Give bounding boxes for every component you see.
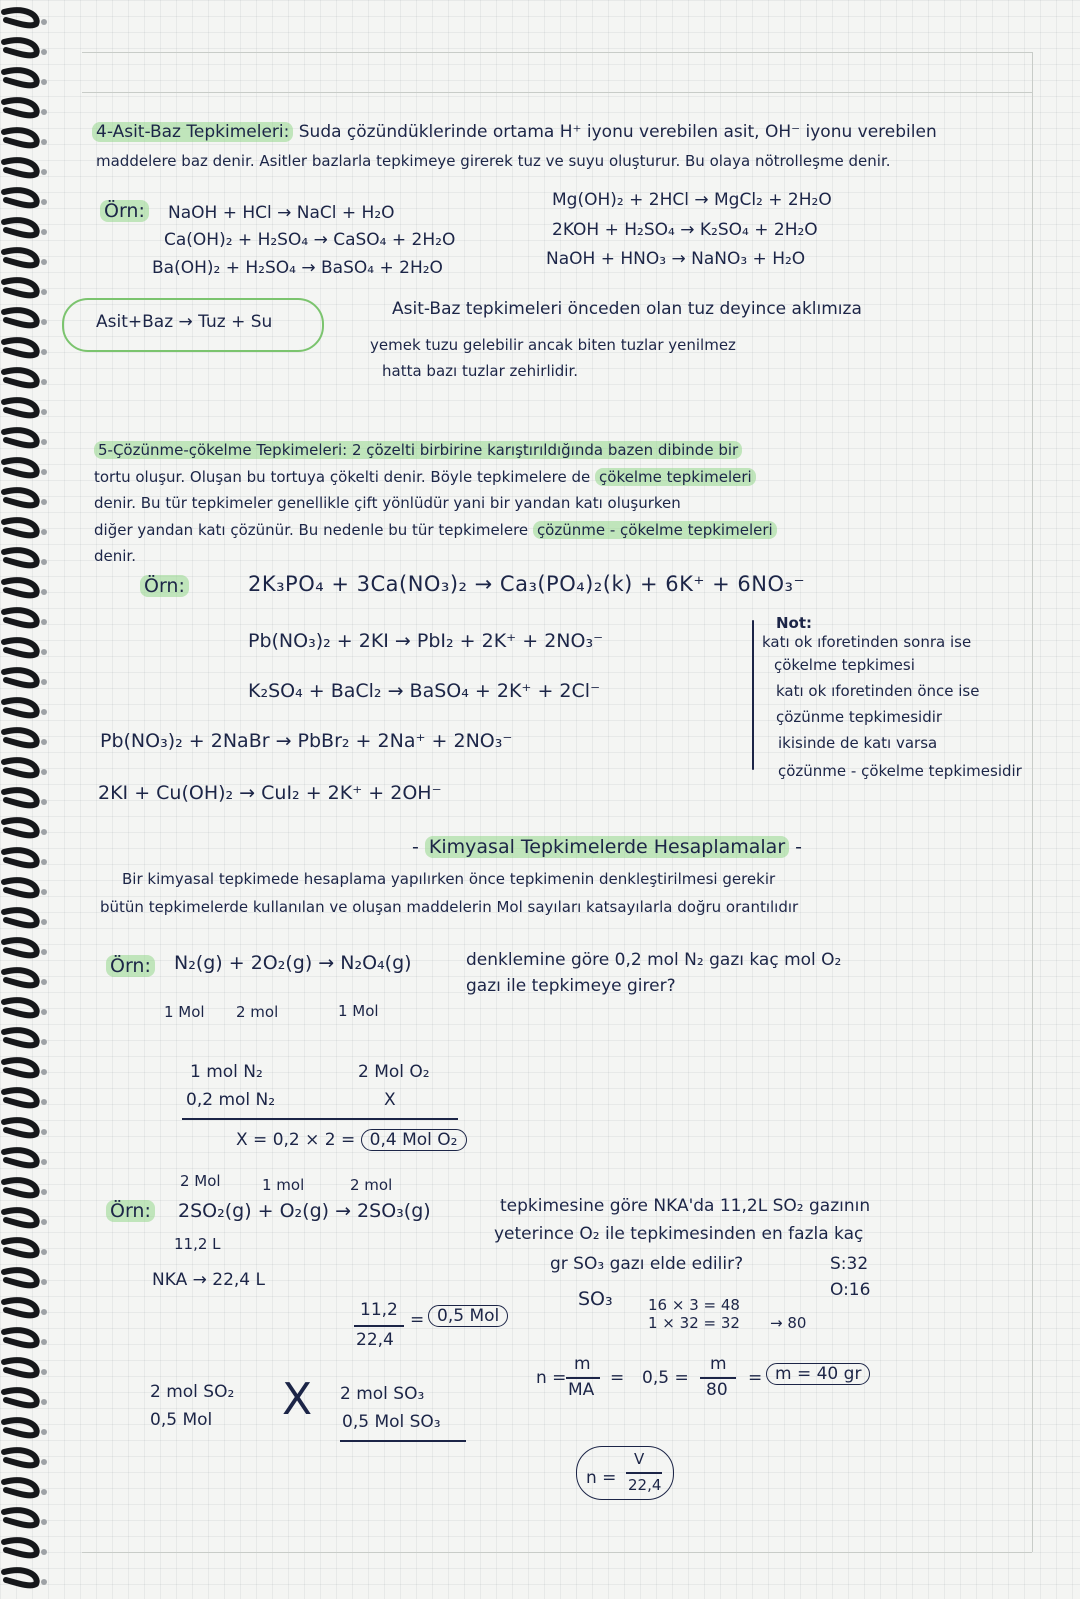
ex4-ratio-l1: 2 mol SO₂ <box>150 1382 235 1402</box>
spiral-coil <box>4 790 37 805</box>
ex4-ratio-underline <box>340 1440 466 1442</box>
spiral-hole <box>41 1429 47 1435</box>
spiral-coil <box>4 1540 37 1555</box>
ex3-calc-text: X = 0,2 × 2 = <box>236 1130 356 1150</box>
ex4-frac-ans-circled: 0,5 Mol <box>428 1305 508 1327</box>
ex2-eq-1: 2K₃PO₄ + 3Ca(NO₃)₂ → Ca₃(PO₄)₂(k) + 6K⁺ + 6NO₃⁻ <box>248 572 806 596</box>
side-note-line-1: katı ok ıforetinden sonra ise <box>762 633 972 651</box>
stoich-line2: bütün tepkimelerde kullanılan ve oluşan maddelerin Mol sayıları katsayılarla doğru orantılıdır <box>100 898 799 916</box>
spiral-hole <box>41 379 47 385</box>
spiral-coil <box>4 850 37 865</box>
spiral-hole <box>41 679 47 685</box>
stoich-line1: Bir kimyasal tepkimede hesaplama yapılırken önce tepkimenin denkleştirilmesi gerekir <box>122 870 776 888</box>
spiral-coil <box>4 190 37 205</box>
section5-line5: denir. <box>94 547 136 565</box>
spiral-hole <box>41 1129 47 1135</box>
spiral-hole <box>41 409 47 415</box>
section5-highlight1: çökelme tepkimeleri <box>595 468 756 486</box>
spiral-coil <box>4 310 37 325</box>
stoich-heading-text: Kimyasal Tepkimelerde Hesaplamalar <box>425 836 789 858</box>
ex3-mol-n2: 1 Mol <box>164 1003 205 1021</box>
ex4-formula-m: m <box>574 1354 591 1374</box>
spiral-hole <box>41 889 47 895</box>
section5-line1 <box>94 441 742 459</box>
spiral-hole <box>41 799 47 805</box>
spiral-coil <box>4 940 37 955</box>
spiral-coil <box>4 550 37 565</box>
ex4-formula-m2: m <box>710 1354 727 1374</box>
ex4-formula-v-circle <box>576 1446 674 1500</box>
spiral-hole <box>41 1549 47 1555</box>
note1-line2: yemek tuzu gelebilir ancak biten tuzlar yenilmez <box>370 336 736 354</box>
spiral-hole <box>41 349 47 355</box>
spiral-coil <box>4 580 37 595</box>
note1-line1: Asit-Baz tepkimeleri önceden olan tuz deyince aklımıza <box>392 299 862 319</box>
spiral-hole <box>41 1249 47 1255</box>
spiral-coil <box>4 1300 37 1315</box>
ex4-formula-bar <box>566 1377 600 1379</box>
spiral-hole <box>41 289 47 295</box>
spiral-coil <box>4 520 37 535</box>
spiral-hole <box>41 709 47 715</box>
ex4-formula-ma: MA <box>568 1380 595 1400</box>
ex4-atomic-s: S:32 <box>830 1254 869 1274</box>
ex4-label-text: Örn: <box>106 1200 155 1222</box>
ex4-top-so2: 2 Mol <box>180 1172 221 1190</box>
ex1-right-eq-2: 2KOH + H₂SO₄ → K₂SO₄ + 2H₂O <box>552 220 818 240</box>
spiral-binding <box>0 0 60 1599</box>
side-note-line-5: ikisinde de katı varsa <box>778 734 938 752</box>
ex4-question2: yeterince O₂ ile tepkimesinden en fazla kaç <box>494 1224 864 1244</box>
ex3-ratio-l2: 0,2 mol N₂ <box>186 1090 276 1110</box>
spiral-hole <box>41 589 47 595</box>
ex3-calc <box>236 1130 467 1150</box>
ex4-formula-res <box>766 1364 870 1384</box>
spiral-hole <box>41 769 47 775</box>
spiral-hole <box>41 619 47 625</box>
ex3-equation: N₂(g) + 2O₂(g) → N₂O₄(g) <box>174 952 412 974</box>
spiral-hole <box>41 1279 47 1285</box>
spiral-hole <box>41 1579 47 1585</box>
ex3-answer: 0,4 Mol O₂ <box>361 1129 467 1151</box>
spiral-coil <box>4 1570 37 1585</box>
spiral-hole <box>41 979 47 985</box>
spiral-coil <box>4 250 37 265</box>
spiral-hole <box>41 1459 47 1465</box>
spiral-coil <box>4 490 37 505</box>
spiral-coil <box>4 1030 37 1045</box>
note1-line3: hatta bazı tuzlar zehirlidir. <box>382 362 579 380</box>
spiral-hole <box>41 259 47 265</box>
ex4-formula-bar2 <box>700 1377 736 1379</box>
ex4-so3: SO₃ <box>578 1288 613 1310</box>
spiral-coil <box>4 730 37 745</box>
spiral-hole <box>41 919 47 925</box>
ex4-label <box>106 1200 155 1222</box>
spiral-coil <box>4 970 37 985</box>
ex2-label <box>140 575 189 597</box>
spiral-coil <box>4 880 37 895</box>
page-frame-top <box>82 52 1032 53</box>
spiral-hole <box>41 1189 47 1195</box>
spiral-hole <box>41 649 47 655</box>
spiral-hole <box>41 439 47 445</box>
cloud-text: Asit+Baz → Tuz + Su <box>96 312 273 332</box>
section5-line4-text: diğer yandan katı çözünür. Bu nedenle bu tür tepkimelere <box>94 521 529 539</box>
ex4-formula-val: 0,5 = <box>642 1368 689 1388</box>
spiral-coil <box>4 1270 37 1285</box>
ex4-frac-num: 11,2 <box>360 1300 398 1320</box>
ex4-question3: gr SO₃ gazı elde edilir? <box>550 1254 744 1274</box>
ex4-formula-80: 80 <box>706 1380 728 1400</box>
ex4-frac-bar <box>354 1325 404 1327</box>
section4-line2: maddelere baz denir. Asitler bazlarla tepkimeye girerek tuz ve suyu oluşturur. Bu olaya nötrolleşme denir. <box>96 152 891 170</box>
section5-title: 5-Çözünme-çökelme Tepkimeleri: 2 çözelti birbirine karıştırıldığında bazen dibinde bir <box>94 441 742 459</box>
spiral-hole <box>41 1339 47 1345</box>
side-note-line-4: çözünme tepkimesidir <box>776 708 943 726</box>
spiral-hole <box>41 109 47 115</box>
side-note-line-3: katı ok ıforetinden önce ise <box>776 682 980 700</box>
page-frame-box <box>82 92 1032 93</box>
ex4-top-o2: 1 mol <box>262 1176 305 1194</box>
ex4-frac-eq: = <box>410 1310 425 1330</box>
ex1-right-eq-1: Mg(OH)₂ + 2HCl → MgCl₂ + 2H₂O <box>552 190 832 210</box>
ex4-nka: NKA → 22,4 L <box>152 1270 265 1290</box>
spiral-hole <box>41 559 47 565</box>
ex3-ratio-r1: 2 Mol O₂ <box>358 1062 430 1082</box>
ex4-formula-n: n = <box>536 1368 567 1388</box>
spiral-hole <box>41 229 47 235</box>
spiral-coil <box>4 1450 37 1465</box>
ex4-mass-calc1: 16 × 3 = 48 <box>648 1296 740 1314</box>
spiral-hole <box>41 1159 47 1165</box>
spiral-coil <box>4 430 37 445</box>
spiral-coil <box>4 670 37 685</box>
spiral-coil <box>4 1120 37 1135</box>
spiral-coil <box>4 220 37 235</box>
spiral-coil <box>4 70 37 85</box>
ex4-formula-v-num: V <box>634 1450 645 1468</box>
ex4-formula-eq: = <box>610 1368 625 1388</box>
ex4-formula-res-circled: m = 40 gr <box>766 1363 870 1385</box>
side-note-title: Not: <box>776 614 813 632</box>
spiral-hole <box>41 1069 47 1075</box>
side-note-line-2: çökelme tepkimesi <box>774 656 915 674</box>
spiral-coil <box>4 1180 37 1195</box>
spiral-coil <box>4 640 37 655</box>
section5-line2-text: tortu oluşur. Oluşan bu tortuya çökelti denir. Böyle tepkimelere de <box>94 468 591 486</box>
ex3-question1: denklemine göre 0,2 mol N₂ gazı kaç mol O₂ <box>466 950 842 970</box>
spiral-hole <box>41 1009 47 1015</box>
spiral-hole <box>41 1219 47 1225</box>
ex4-top-so3: 2 mol <box>350 1176 393 1194</box>
ex1-left-eq-2: Ca(OH)₂ + H₂SO₄ → CaSO₄ + 2H₂O <box>164 230 456 250</box>
spiral-coil <box>4 1210 37 1225</box>
spiral-coil <box>4 1330 37 1345</box>
ex2-label-text: Örn: <box>140 575 189 597</box>
ex4-formula-v-n: n = <box>586 1468 617 1488</box>
side-note-line-6: çözünme - çökelme tepkimesidir <box>778 762 1022 780</box>
spiral-coil <box>4 280 37 295</box>
spiral-hole <box>41 199 47 205</box>
spiral-hole <box>41 829 47 835</box>
spiral-hole <box>41 529 47 535</box>
ex2-eq-4: Pb(NO₃)₂ + 2NaBr → PbBr₂ + 2Na⁺ + 2NO₃⁻ <box>100 730 513 752</box>
ex1-left-eq-1: NaOH + HCl → NaCl + H₂O <box>168 203 395 223</box>
spiral-hole <box>41 949 47 955</box>
spiral-coil <box>4 700 37 715</box>
spiral-hole <box>41 1099 47 1105</box>
ex2-eq-5: 2KI + Cu(OH)₂ → CuI₂ + 2K⁺ + 2OH⁻ <box>98 782 442 804</box>
spiral-hole <box>41 1039 47 1045</box>
section4-title: 4-Asit-Baz Tepkimeleri: <box>92 122 293 142</box>
spiral-hole <box>41 499 47 505</box>
ex1-left-eq-3: Ba(OH)₂ + H₂SO₄ → BaSO₄ + 2H₂O <box>152 258 443 278</box>
spiral-hole <box>41 319 47 325</box>
spiral-hole <box>41 19 47 25</box>
spiral-hole <box>41 1309 47 1315</box>
ex2-eq-2: Pb(NO₃)₂ + 2KI → PbI₂ + 2K⁺ + 2NO₃⁻ <box>248 630 604 652</box>
ex4-question1: tepkimesine göre NKA'da 11,2L SO₂ gazının <box>500 1196 871 1216</box>
section5-line2 <box>94 468 756 486</box>
ex3-label <box>106 955 155 977</box>
spiral-coil <box>4 1420 37 1435</box>
ex4-formula-eq2: = <box>748 1368 763 1388</box>
section4-text1: Suda çözündüklerinde ortama H⁺ iyonu verebilen asit, OH⁻ iyonu verebilen <box>298 122 937 142</box>
spiral-coil <box>4 1480 37 1495</box>
spiral-hole <box>41 169 47 175</box>
spiral-hole <box>41 1369 47 1375</box>
spiral-coil <box>4 400 37 415</box>
ex2-eq-3: K₂SO₄ + BaCl₂ → BaSO₄ + 2K⁺ + 2Cl⁻ <box>248 680 601 702</box>
section5-highlight2: çözünme - çökelme tepkimeleri <box>533 521 777 539</box>
spiral-hole <box>41 469 47 475</box>
side-note-brace <box>752 620 754 770</box>
spiral-hole <box>41 49 47 55</box>
spiral-coil <box>4 910 37 925</box>
spiral-coil <box>4 820 37 835</box>
spiral-coil <box>4 1360 37 1375</box>
spiral-hole <box>41 739 47 745</box>
spiral-coil <box>4 1510 37 1525</box>
spiral-coil <box>4 460 37 475</box>
section5-line4 <box>94 521 777 539</box>
spiral-coil <box>4 1240 37 1255</box>
ex4-equation: 2SO₂(g) + O₂(g) → 2SO₃(g) <box>178 1200 431 1222</box>
ex1-right-eq-3: NaOH + HNO₃ → NaNO₃ + H₂O <box>546 249 806 269</box>
ex4-ratio-r2: 0,5 Mol SO₃ <box>342 1412 441 1432</box>
spiral-coil <box>4 760 37 775</box>
spiral-coil <box>4 370 37 385</box>
section4-line1 <box>92 122 937 142</box>
ex3-mol-n2o4: 1 Mol <box>338 1002 379 1020</box>
ex4-formula-v-den: 22,4 <box>628 1476 662 1494</box>
spiral-coil <box>4 1150 37 1165</box>
page-frame-right <box>1032 52 1033 1552</box>
spiral-hole <box>41 79 47 85</box>
spiral-coil <box>4 160 37 175</box>
ex3-label-text: Örn: <box>106 955 155 977</box>
spiral-coil <box>4 100 37 115</box>
spiral-coil <box>4 1000 37 1015</box>
ex4-frac-den: 22,4 <box>356 1330 394 1350</box>
spiral-hole <box>41 139 47 145</box>
ex4-cross: X <box>282 1374 313 1425</box>
spiral-coil <box>4 1390 37 1405</box>
page-frame-bottom <box>82 1552 1032 1553</box>
ex1-label-text: Örn: <box>100 200 149 222</box>
ex3-question2: gazı ile tepkimeye girer? <box>466 976 676 996</box>
ex4-ratio-l2: 0,5 Mol <box>150 1410 213 1430</box>
spiral-coil <box>4 1090 37 1105</box>
section5-line3: denir. Bu tür tepkimeler genellikle çift yönlüdür yani bir yandan katı oluşurken <box>94 494 681 512</box>
spiral-hole <box>41 1489 47 1495</box>
ex3-ratio-l1: 1 mol N₂ <box>190 1062 263 1082</box>
ex3-mol-o2: 2 mol <box>236 1003 279 1021</box>
ex1-label <box>100 200 149 222</box>
spiral-coil <box>4 340 37 355</box>
spiral-hole <box>41 1519 47 1525</box>
spiral-coil <box>4 130 37 145</box>
spiral-hole <box>41 859 47 865</box>
spiral-hole <box>41 1399 47 1405</box>
spiral-coil <box>4 1060 37 1075</box>
ex4-mass-total: → 80 <box>770 1314 807 1332</box>
ex4-ratio-r1: 2 mol SO₃ <box>340 1384 425 1404</box>
ex4-mass-calc2: 1 × 32 = 32 <box>648 1314 740 1332</box>
spiral-coil <box>4 610 37 625</box>
stoich-heading: - Kimyasal Tepkimelerde Hesaplamalar - <box>412 836 803 858</box>
spiral-coil <box>4 40 37 55</box>
ex3-underline <box>182 1118 458 1120</box>
ex4-atomic-o: O:16 <box>830 1280 871 1300</box>
spiral-coil <box>4 10 37 25</box>
ex4-under: 11,2 L <box>174 1235 221 1253</box>
ex3-ratio-r2: X <box>384 1090 396 1110</box>
ex4-frac-ans <box>428 1306 508 1326</box>
